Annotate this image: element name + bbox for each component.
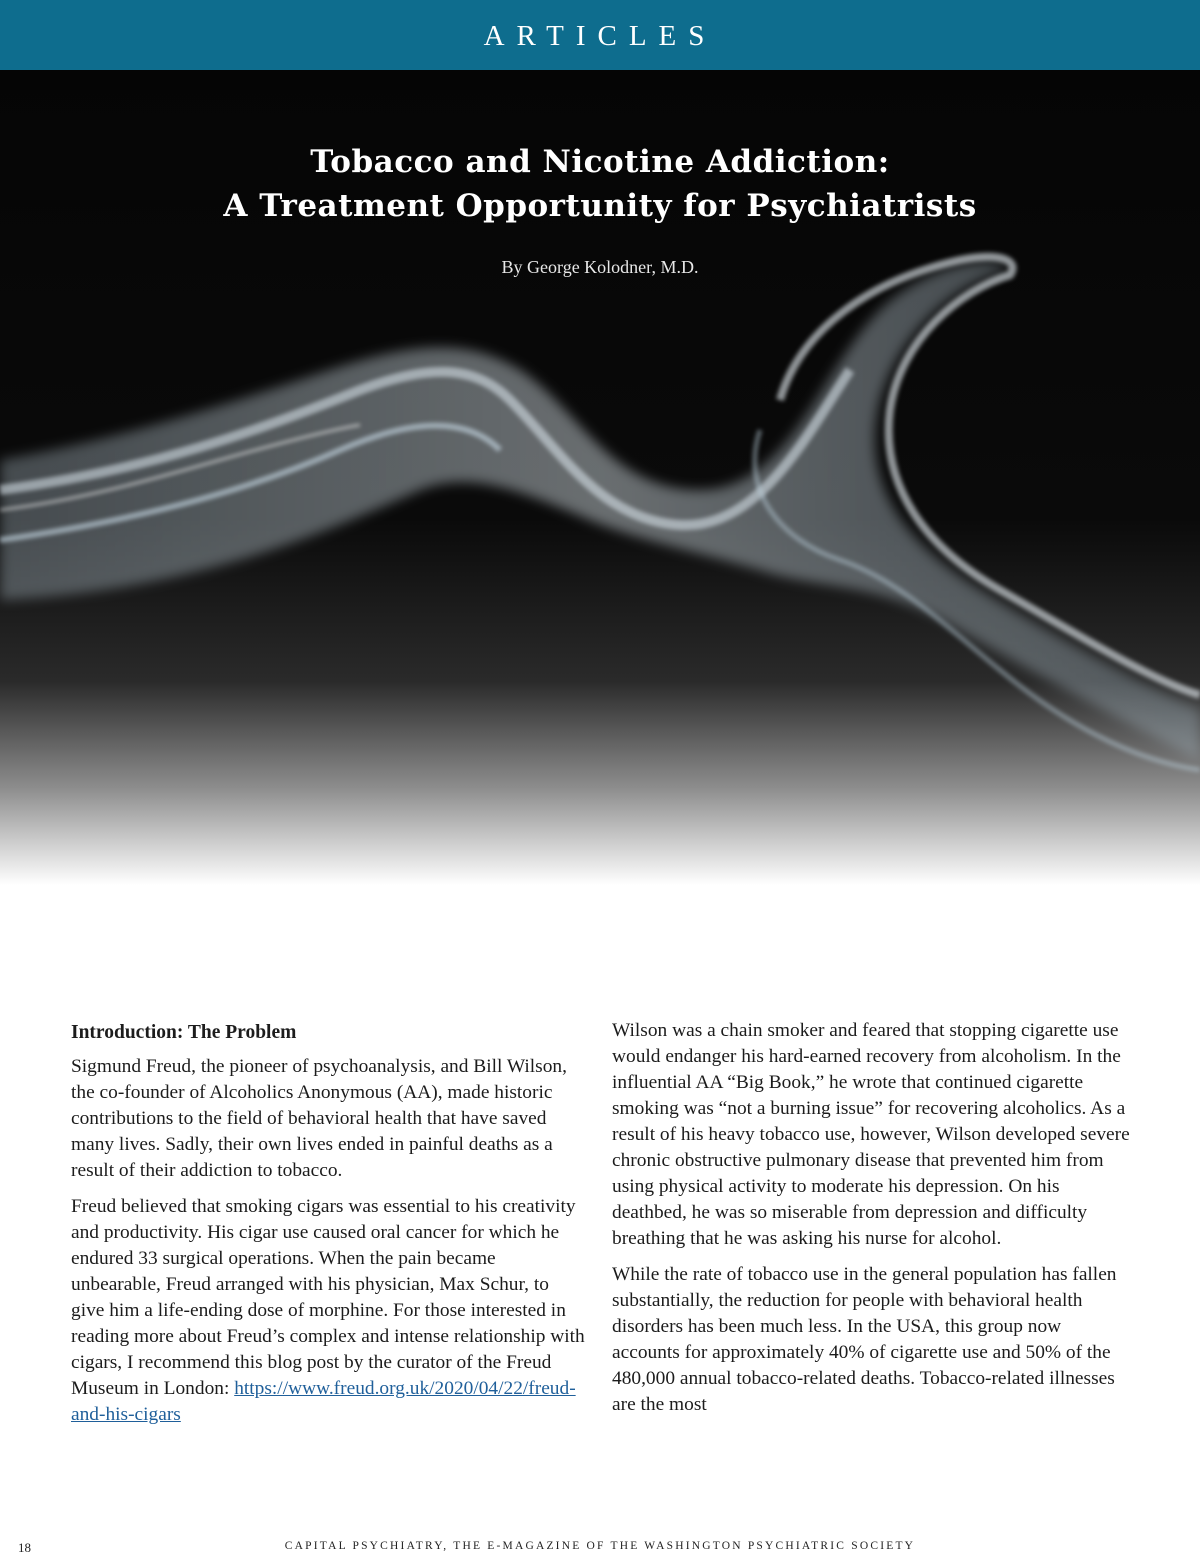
freud-museum-link[interactable]: https://www.freud.org.uk/2020/04/22/freud-and-his-cigars <box>71 1378 576 1425</box>
section-banner <box>0 0 1200 72</box>
paragraph: Sigmund Freud, the pioneer of psychoanalysis, and Bill Wilson, the co-founder of Alcoholics Anonymous (AA), made historic contributions to the field of behavioral health that have saved many lives. Sadly, their own lives ended in painful deaths as a result of their addiction to tobacco. <box>71 1056 567 1181</box>
article-title <box>0 140 1200 228</box>
author-byline: By George Kolodner, M.D. <box>501 257 699 277</box>
page-number: 18 <box>18 1540 31 1555</box>
right-column <box>612 1018 1132 1428</box>
paragraph-text: Freud believed that smoking cigars was essential to his creativity and productivity. His cigar use caused oral cancer for which he endured 33 surgical operations. When the pain became unbearable, Freud arranged with his physician, Max Schur, to give him a life-ending dose of morphine. For those interested in reading more about Freud’s complex and intense relationship with cigars, I recommend this blog post by the curator of the Freud Museum in London: <box>71 1196 585 1399</box>
publication-name: CAPITAL PSYCHIATRY, THE E-MAGAZINE OF THE WASHINGTON PSYCHIATRIC SOCIETY <box>284 1540 916 1552</box>
section-label: ARTICLES <box>483 20 717 52</box>
left-column <box>71 1018 586 1438</box>
title-line-1: Tobacco and Nicotine Addiction: <box>310 144 890 180</box>
paragraph: Wilson was a chain smoker and feared that stopping cigarette use would endanger his hard-earned recovery from alcoholism. In the influential AA “Big Book,” he wrote that continued cigarette smoking was “not a burning issue” for recovering alcoholics. As a result of his heavy tobacco use, however, Wilson developed severe chronic obstructive pulmonary disease that prevented him from using physical activity to moderate his depression. On his deathbed, he was so miserable from depression and difficulty breathing that he was asking his nurse for alcohol. <box>612 1020 1130 1249</box>
paragraph: While the rate of tobacco use in the general population has fallen substantially, the reduction for people with behavioral health disorders has been much less. In the USA, this group now accounts for approximately 40% of cigarette use and 50% of the 480,000 annual tobacco-related deaths. Tobacco-related illnesses are the most <box>612 1264 1117 1415</box>
title-line-2: A Treatment Opportunity for Psychiatrists <box>223 188 977 224</box>
page-footer <box>0 1540 1200 1560</box>
paragraph <box>71 1194 586 1428</box>
section-heading: Introduction: The Problem <box>71 1022 297 1043</box>
